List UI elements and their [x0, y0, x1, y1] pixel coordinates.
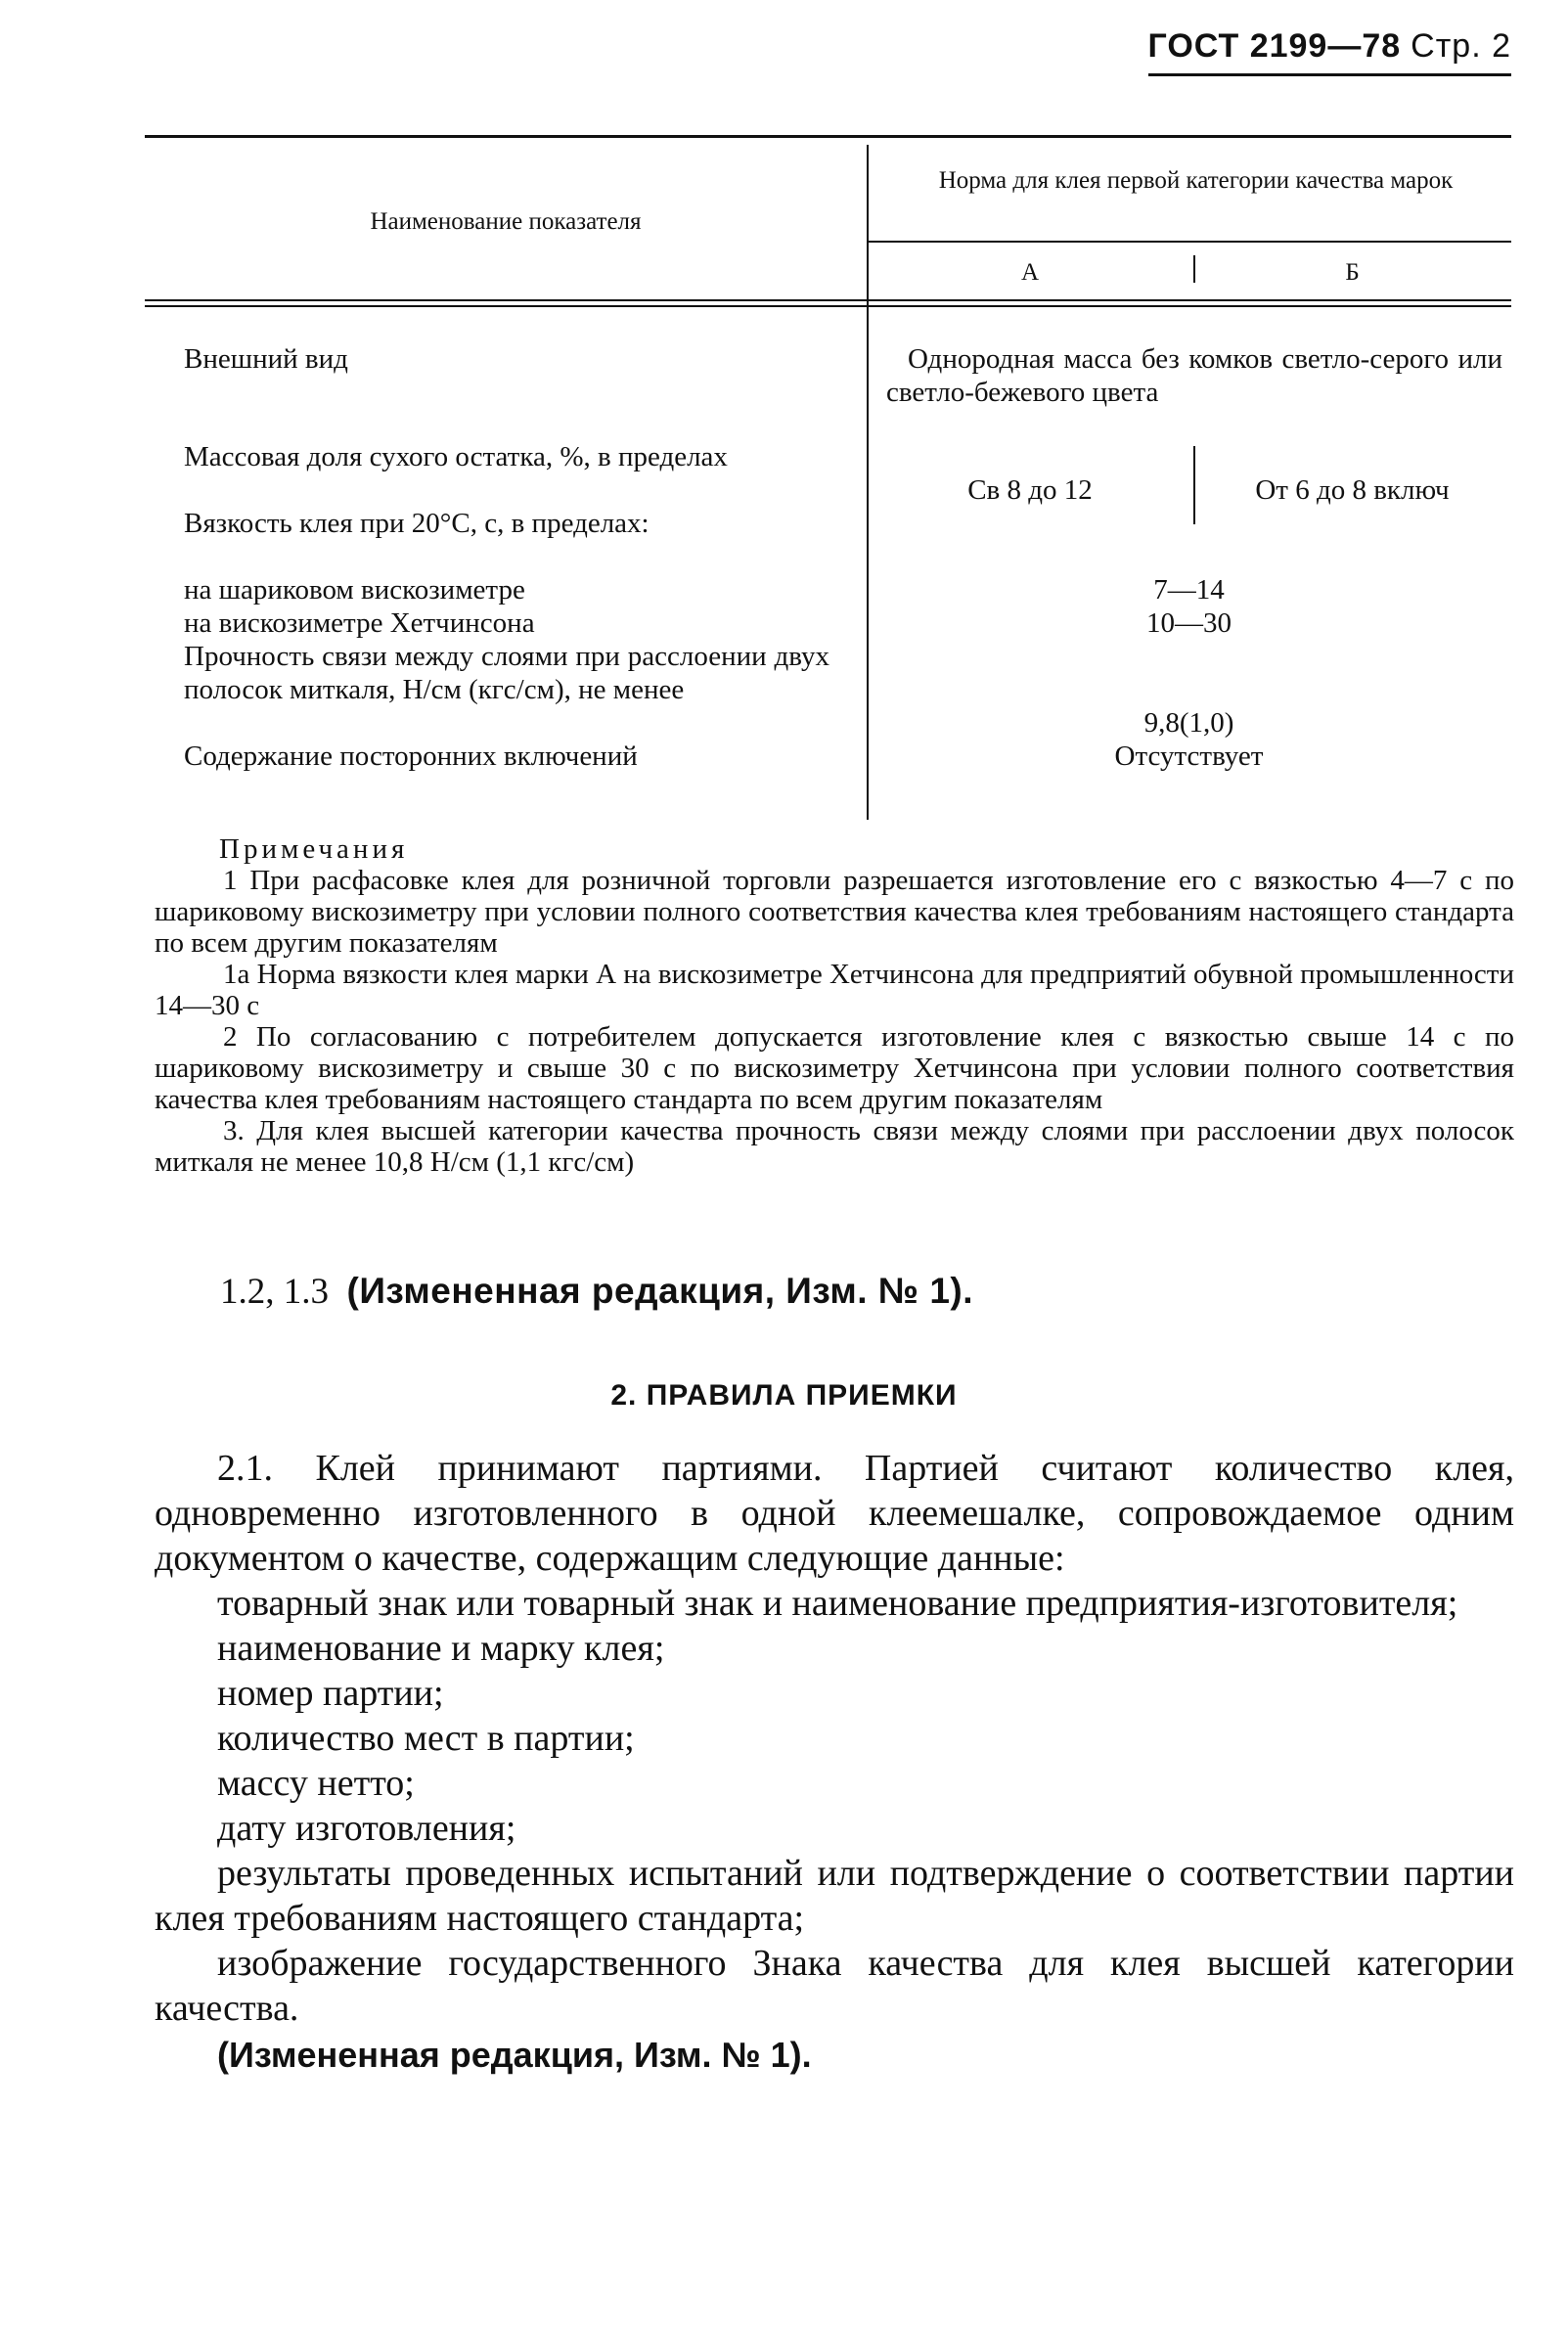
column-header-a: А — [1020, 259, 1040, 286]
standard-code: ГОСТ 2199—78 — [1147, 27, 1402, 65]
notes-block — [155, 833, 1514, 1178]
note-1: 1 При расфасовке клея для розничной торговли разрешается изготовление его с вязкостью 4—7 с по шариковому вискозиметру при условии полного соответствия качества клея требованиям настоящего стандарта по всем другим показателям — [155, 865, 1514, 959]
column-header-name: Наименование показателя — [370, 208, 642, 235]
row-strength-name: Прочность связи между слоями при расслоении двух полосок миткаля, Н/см (кгс/см), не менее — [184, 641, 829, 705]
amendment-note-1 — [220, 1270, 973, 1314]
row-inclusions-value: Отсутствует — [1114, 740, 1264, 772]
column-header-b: Б — [1345, 259, 1360, 286]
list-item: массу нетто; — [217, 1763, 415, 1804]
list-item: товарный знак или товарный знак и наименование предприятия-изготовителя; — [217, 1583, 1458, 1624]
list-item: дату изготовления; — [217, 1808, 516, 1849]
list-item: наименование и марку клея; — [217, 1628, 665, 1669]
row-viscosity-name: Вязкость клея при 20°С, с, в пределах: — [184, 508, 650, 539]
header-subrule — [867, 241, 1511, 243]
note-2: 2 По согласованию с потребителем допускается изготовление клея с вязкостью свыше 14 с по шариковому вискозиметру и свыше 30 с по вискозиметру Хетчинсона при условии полного соответствия качества клея требованиям настоящего стандарта по всем другим показателям — [155, 1021, 1514, 1115]
row-inclusions-name: Содержание посторонних включений — [184, 740, 638, 772]
row-appearance-value: Однородная масса без комков светло-серого или светло-бежевого цвета — [886, 343, 1502, 408]
row-strength-value: 9,8(1,0) — [1143, 707, 1234, 739]
row-ball-viscometer-name: на шариковом вискозиметре — [184, 574, 525, 606]
list-item: количество мест в партии; — [217, 1718, 635, 1759]
note-3: 3. Для клея высшей категории качества прочность связи между слоями при расслоении двух полосок миткаля не менее 10,8 Н/см (1,1 кгс/см) — [155, 1115, 1514, 1178]
row-hutchinson-name: на вискозиметре Хетчинсона — [184, 607, 535, 639]
row-dry-residue-name: Массовая доля сухого остатка, %, в пределах — [184, 441, 728, 472]
amendment-text: (Измененная редакция, Изм. № 1). — [346, 1271, 974, 1311]
column-header-norm: Норма для клея первой категории качества марок — [938, 167, 1454, 194]
amendment-note-2: (Измененная редакция, Изм. № 1). — [217, 2035, 812, 2075]
list-item: результаты проведенных испытаний или подтверждение о соответствии партии клея требованиям настоящего стандарта; — [155, 1853, 1514, 1939]
section-2-title: 2. ПРАВИЛА ПРИЕМКИ — [610, 1379, 958, 1412]
header-bottom-rule — [145, 299, 1511, 301]
row-appearance-name: Внешний вид — [184, 343, 348, 375]
list-item: номер партии; — [217, 1673, 444, 1714]
row-dry-residue-b: От 6 до 8 включ — [1255, 474, 1450, 506]
row-dry-residue-a: Св 8 до 12 — [967, 474, 1093, 506]
notes-title: Примечания — [219, 833, 409, 865]
row-ball-viscometer-value: 7—14 — [1153, 574, 1225, 606]
table-top-rule — [145, 135, 1511, 138]
page-number: Стр. 2 — [1411, 27, 1511, 65]
clause-2-1: 2.1. Клей принимают партиями. Партией считают количество клея, одновременно изготовленного в одной клеемешалке, сопровождаемое одним документом о качестве, содержащим следующие данные: — [155, 1448, 1514, 1579]
header-bottom-rule-2 — [145, 305, 1511, 307]
row-hutchinson-value: 10—30 — [1146, 607, 1232, 639]
amendment-ref: 1.2, 1.3 — [220, 1272, 329, 1312]
section-2-body — [155, 1446, 1514, 2078]
list-item: изображение государственного Знака качества для клея высшей категории качества. — [155, 1943, 1514, 2029]
page-header — [1148, 27, 1512, 76]
note-1a: 1а Норма вязкости клея марки А на вискозиметре Хетчинсона для предприятий обувной промышленности 14—30 с — [155, 959, 1514, 1021]
